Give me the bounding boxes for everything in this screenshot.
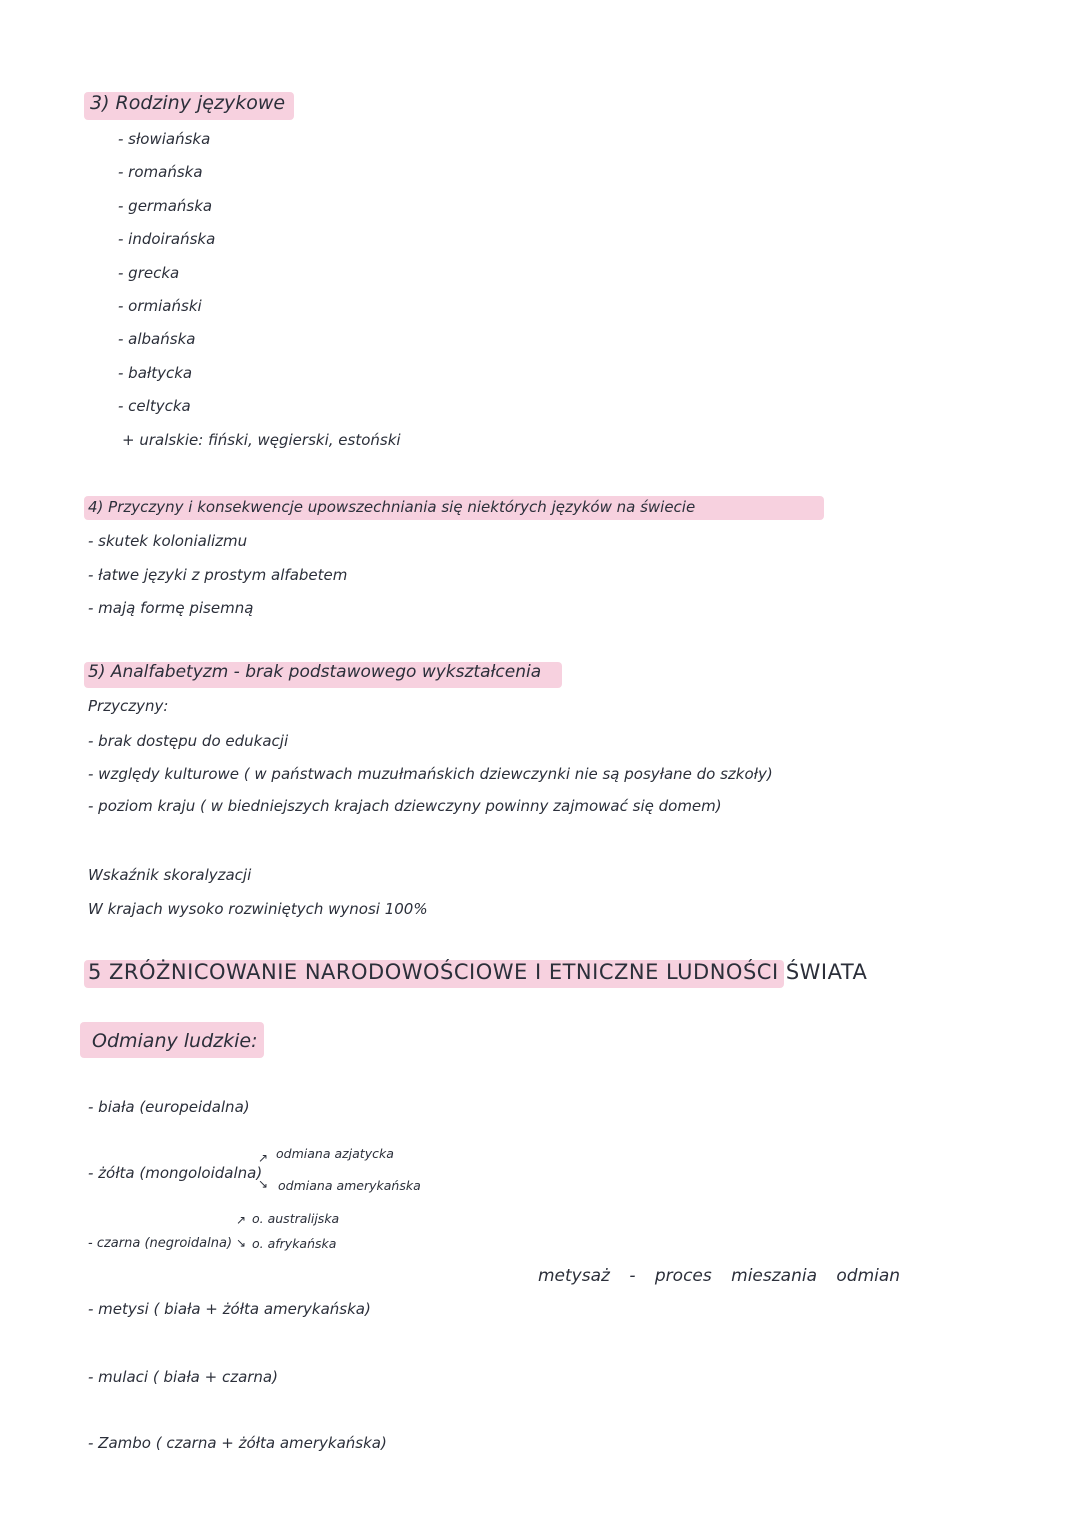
section4-title: 4) Przyczyny i konsekwencje upowszechniania się niektórych języków na świecie — [88, 498, 696, 516]
arrow-down-icon: ↘ — [236, 1236, 247, 1250]
index-label: Wskaźnik skoralyzacji — [88, 866, 252, 884]
section5b-title: 5 ZRÓŻNICOWANIE NARODOWOŚCIOWE I ETNICZNE LUDNOŚCI ŚWIATA — [88, 960, 868, 984]
race-mulaci: - mulaci ( biała + czarna) — [88, 1368, 278, 1386]
list-item: - ormiański — [118, 297, 202, 315]
race-zambo: - Zambo ( czarna + żółta amerykańska) — [88, 1434, 387, 1452]
list-item: - indoirańska — [118, 230, 216, 248]
race-zolta-sub-1: odmiana azjatycka — [276, 1146, 394, 1161]
list-item: - germańska — [118, 197, 213, 215]
list-item: - bałtycka — [118, 364, 193, 382]
race-czarna: - czarna (negroidalna) — [88, 1236, 233, 1251]
list-item: - względy kulturowe ( w państwach muzułmańskich dziewczynki nie są posyłane do szkoły) — [88, 765, 773, 783]
list-item: - poziom kraju ( w biedniejszych krajach dziewczyny powinny zajmować się domem) — [88, 797, 722, 815]
section5a-title: 5) Analfabetyzm - brak podstawowego wykształcenia — [88, 662, 542, 682]
arrow-down-icon: ↘ — [258, 1177, 269, 1191]
odmiany-label: Odmiany ludzkie: — [92, 1030, 258, 1052]
list-item: - skutek kolonializmu — [88, 532, 248, 550]
list-item: - celtycka — [118, 397, 191, 415]
list-item: - albańska — [118, 330, 196, 348]
list-item-extra: + uralskie: fiński, węgierski, estoński — [122, 431, 401, 449]
arrow-up-icon: ↗ — [236, 1213, 247, 1227]
section3-title: 3) Rodziny językowe — [90, 92, 286, 114]
metysaz-note: metysaż - proces mieszania odmian — [538, 1266, 901, 1286]
list-item: - słowiańska — [118, 130, 211, 148]
list-item: - romańska — [118, 163, 203, 181]
race-czarna-sub-2: o. afrykańska — [252, 1236, 337, 1251]
list-item: - łatwe języki z prostym alfabetem — [88, 566, 348, 584]
race-biala: - biała (europeidalna) — [88, 1098, 250, 1116]
race-metysi: - metysi ( biała + żółta amerykańska) — [88, 1300, 371, 1318]
index-text: W krajach wysoko rozwiniętych wynosi 100% — [88, 900, 428, 918]
list-item: - mają formę pisemną — [88, 599, 254, 617]
causes-label: Przyczyny: — [88, 697, 169, 715]
race-zolta: - żółta (mongoloidalna) — [88, 1164, 263, 1182]
list-item: - grecka — [118, 264, 180, 282]
race-zolta-sub-2: odmiana amerykańska — [278, 1178, 421, 1193]
list-item: - brak dostępu do edukacji — [88, 732, 289, 750]
race-czarna-sub-1: o. australijska — [252, 1211, 340, 1226]
arrow-up-icon: ↗ — [258, 1151, 269, 1165]
